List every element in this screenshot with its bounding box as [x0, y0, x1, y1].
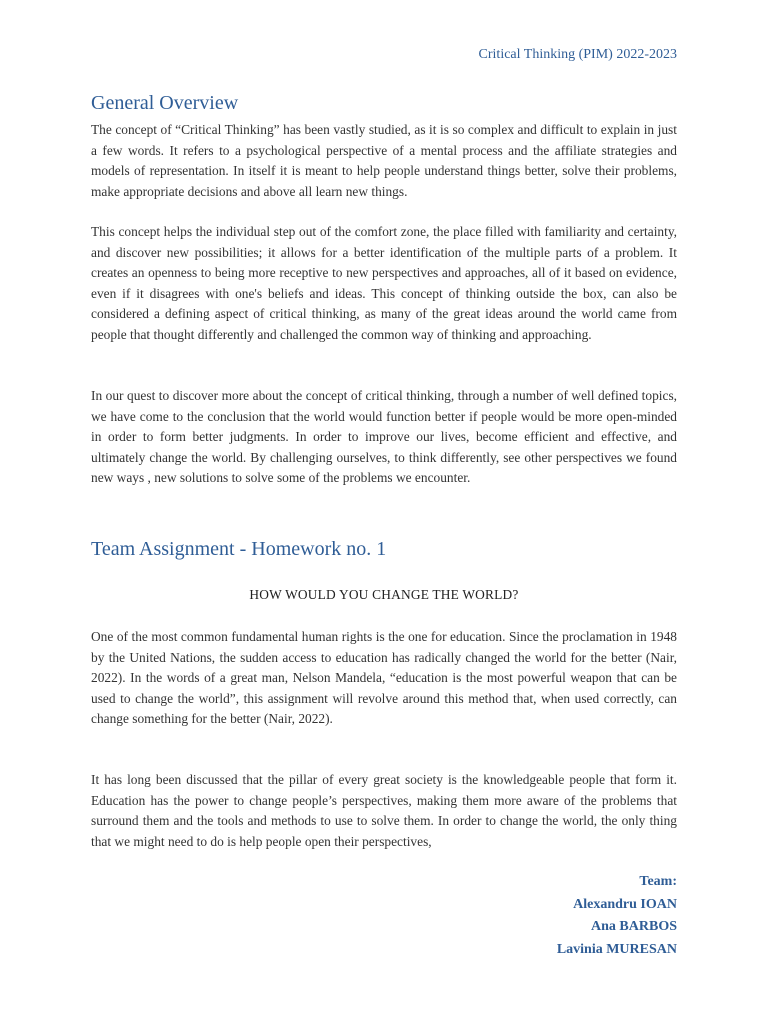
team-label: Team: [639, 874, 677, 889]
team-member-name: Alexandru IOAN [573, 896, 677, 912]
assignment-question: HOW WOULD YOU CHANGE THE WORLD? [249, 587, 519, 602]
paragraph: One of the most common fundamental human rights is the one for education. Since the proclamation in 1948 by the United Nations, the sudden access to education has radically changed the world for the better (Nair, 2022). In the words of a great man, Nelson Mandela, “education is the most powerful weapon that can be used to change the world”, this assignment will revolve around this method that, when used correctly, can change something for the better (Nair, 2022). [91, 629, 677, 727]
team-member-name: Lavinia MURESAN [556, 941, 677, 957]
team-signature-block [557, 871, 677, 961]
section-heading-team-assignment: Team Assignment - Homework no. 1 [91, 538, 387, 560]
team-member-name: Ana BARBOS [591, 919, 677, 934]
section-heading-general-overview: General Overview [91, 92, 239, 114]
paragraph: In our quest to discover more about the concept of critical thinking, through a number of well defined topics, we have come to the conclusion that the world would function better if people would be more open-minded in order to form better judgments. In order to improve our lives, become efficient and effective, and ultimately change the world. By challenging ourselves, to think differently, see other perspectives we found new ways , new solutions to solve some of the problems we encounter. [91, 388, 677, 486]
paragraph: This concept helps the individual step out of the comfort zone, the place filled with familiarity and certainty, and discover new possibilities; it allows for a better identification of the multiple parts of a problem. It creates an openness to being more receptive to new perspectives and approaches, all of it based on evidence, even if it disagrees with one's beliefs and ideas. This concept of thinking outside the box, can also be considered a defining aspect of critical thinking, as many of the great ideas around the world came from people that thought differently and challenged the common way of thinking and approaching. [91, 224, 677, 342]
paragraph: The concept of “Critical Thinking” has been vastly studied, as it is so complex and difficult to explain in just a few words. It refers to a psychological perspective of a mental process and the affiliate strategies and models of representation. In itself it is meant to help people understand things better, solve their problems, make appropriate decisions and above all learn new things. [91, 122, 677, 199]
paragraph: It has long been discussed that the pillar of every great society is the knowledgeable people that form it. Education has the power to change people’s perspectives, making them more aware of the problems that surround them and the tools and methods to use to solve them. In order to change the world, the only thing that we might need to do is help people open their perspectives, [91, 772, 677, 849]
running-header: Critical Thinking (PIM) 2022-2023 [478, 47, 677, 62]
